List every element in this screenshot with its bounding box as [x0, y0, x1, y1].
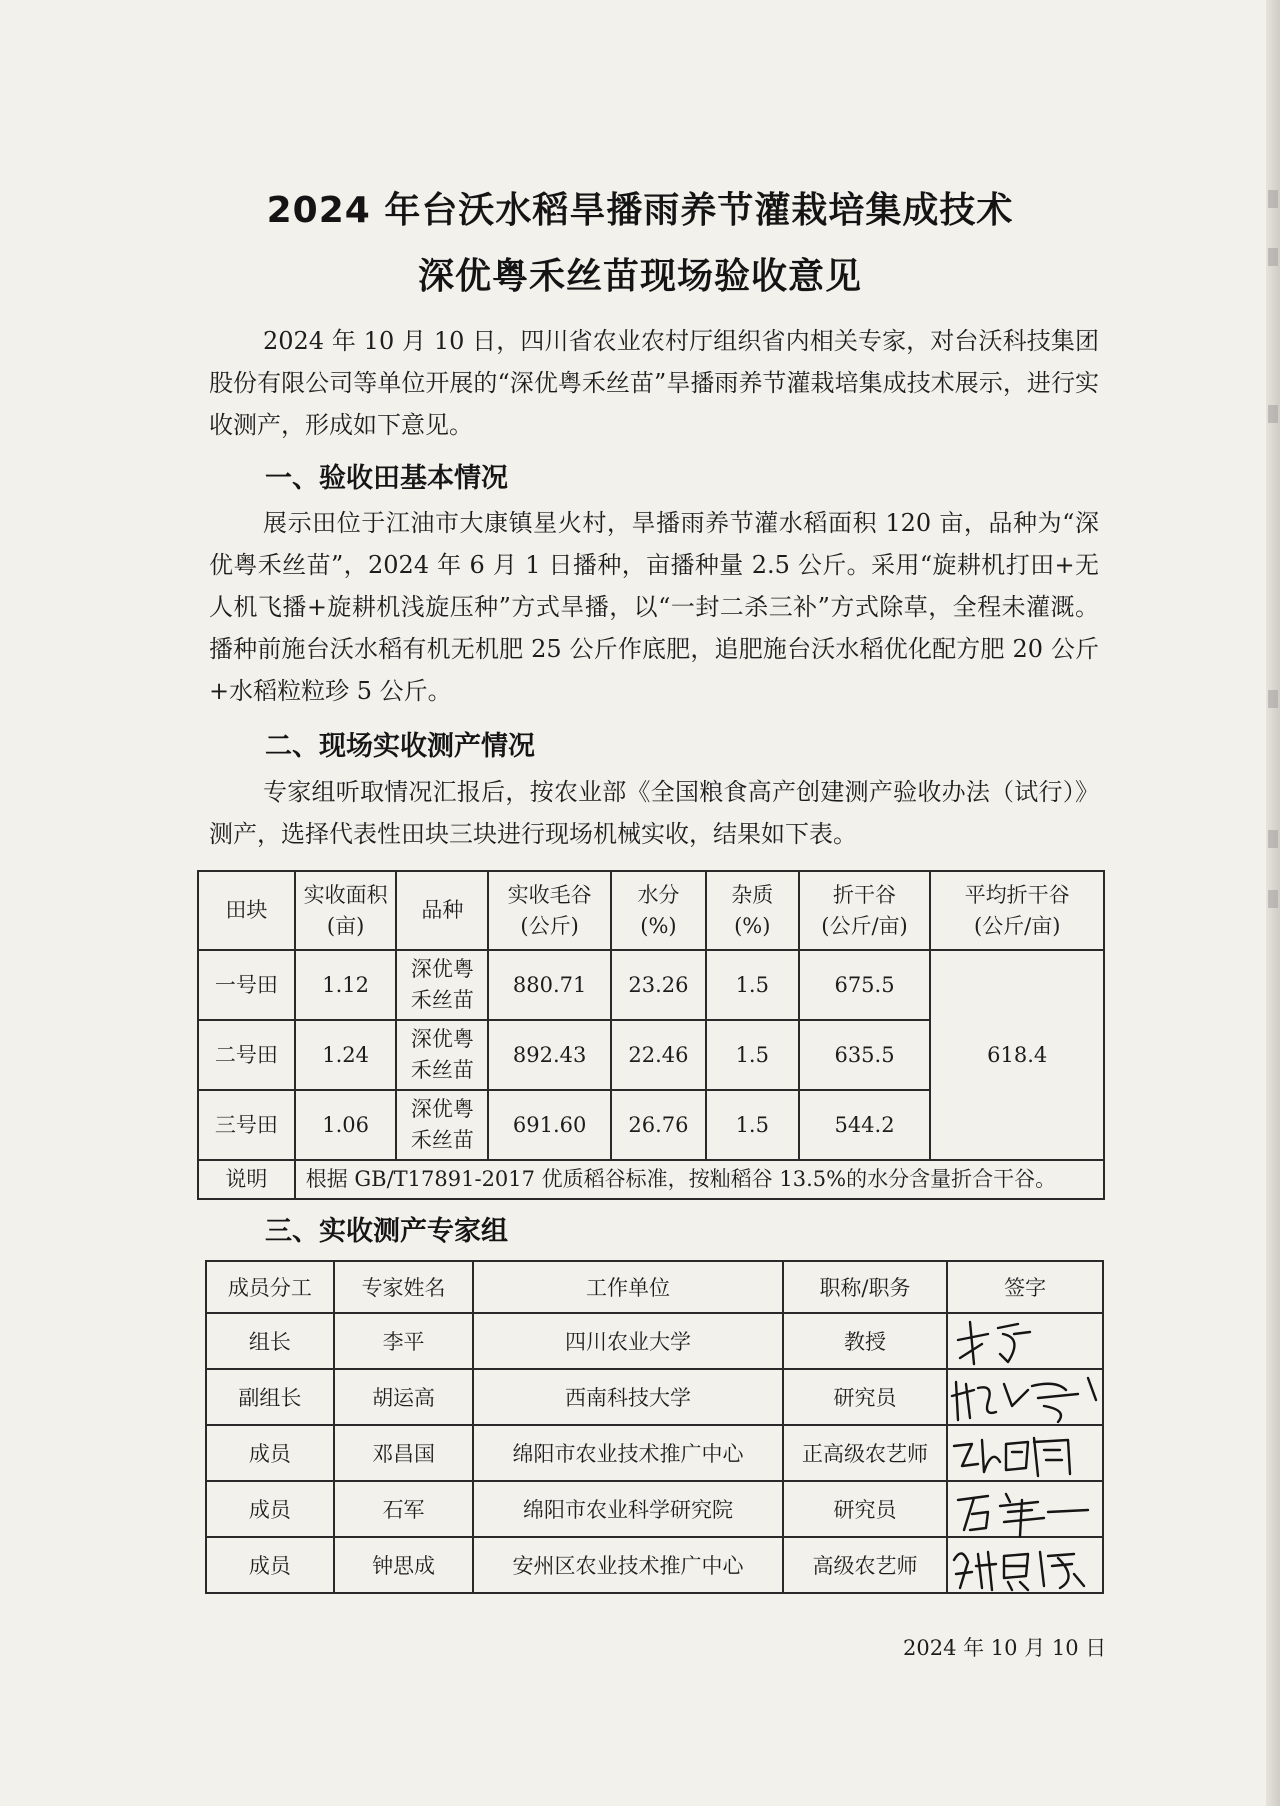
cell-variety — [396, 950, 488, 1020]
bleed-mark — [1268, 405, 1278, 423]
cell-gross: 691.60 — [488, 1090, 611, 1160]
yield-table — [197, 870, 1105, 1200]
col-signature: 签字 — [947, 1261, 1103, 1313]
cell-moisture: 22.46 — [611, 1020, 706, 1090]
cell-moisture: 26.76 — [611, 1090, 706, 1160]
cell-signature — [947, 1537, 1103, 1593]
signature-image — [948, 1426, 1104, 1482]
col-area — [295, 871, 397, 950]
table-row — [198, 950, 1104, 1020]
bleed-mark — [1268, 830, 1278, 848]
bleed-mark — [1268, 690, 1278, 708]
cell-signature — [947, 1425, 1103, 1481]
section1-heading: 一、验收田基本情况 — [265, 463, 508, 494]
note-label: 说明 — [198, 1160, 295, 1199]
section2-heading: 二、现场实收测产情况 — [265, 731, 535, 762]
col-impurity — [706, 871, 799, 950]
cell-area: 1.06 — [295, 1090, 397, 1160]
col-gross — [488, 871, 611, 950]
doc-title-line2: 深优粤禾丝苗现场验收意见 — [417, 256, 862, 297]
bleed-mark — [1268, 890, 1278, 908]
cell-moisture: 23.26 — [611, 950, 706, 1020]
col-dry — [799, 871, 931, 950]
cell-name: 李平 — [334, 1313, 474, 1369]
intro-paragraph: 2024 年 10 月 10 日，四川省农业农村厅组织省内相关专家，对台沃科技集团股份有限公司等单位开展的“深优粤禾丝苗”旱播雨养节灌栽培集成技术展示，进行实收测产，形成如下意见。 — [209, 327, 1099, 439]
signature-image — [948, 1538, 1104, 1594]
col-area-unit: (亩) — [326, 913, 365, 938]
cell-signature — [947, 1369, 1103, 1425]
col-dry-label: 折干谷 — [833, 882, 897, 907]
expert-table — [205, 1260, 1104, 1594]
expert-table-header — [206, 1261, 1103, 1313]
table-row — [206, 1313, 1103, 1369]
yield-table-header — [198, 871, 1104, 950]
cell-unit: 绵阳市农业科学研究院 — [473, 1481, 782, 1537]
col-average-unit: (公斤/亩) — [973, 913, 1061, 938]
cell-gross: 892.43 — [488, 1020, 611, 1090]
cell-dry: 544.2 — [799, 1090, 931, 1160]
cell-variety-line2: 禾丝苗 — [410, 1128, 474, 1152]
cell-impurity: 1.5 — [706, 1090, 799, 1160]
col-area-label: 实收面积 — [303, 882, 388, 907]
col-average-label: 平均折干谷 — [964, 882, 1070, 907]
cell-role: 成员 — [206, 1425, 334, 1481]
cell-field: 一号田 — [198, 950, 295, 1020]
col-gross-label: 实收毛谷 — [507, 882, 592, 907]
cell-impurity: 1.5 — [706, 1020, 799, 1090]
col-role: 成员分工 — [206, 1261, 334, 1313]
col-unit: 工作单位 — [473, 1261, 782, 1313]
cell-name: 石军 — [334, 1481, 474, 1537]
cell-dry: 675.5 — [799, 950, 931, 1020]
cell-name: 邓昌国 — [334, 1425, 474, 1481]
section3-heading: 三、实收测产专家组 — [265, 1216, 508, 1247]
table-row — [206, 1425, 1103, 1481]
cell-title: 高级农艺师 — [783, 1537, 948, 1593]
cell-role: 成员 — [206, 1481, 334, 1537]
cell-role: 成员 — [206, 1537, 334, 1593]
document-date: 2024 年 10 月 10 日 — [903, 1636, 1107, 1660]
table-row — [206, 1481, 1103, 1537]
col-name: 专家姓名 — [334, 1261, 474, 1313]
col-variety: 品种 — [396, 871, 488, 950]
cell-role: 副组长 — [206, 1369, 334, 1425]
cell-field: 三号田 — [198, 1090, 295, 1160]
col-moisture-label: 水分 — [637, 882, 680, 907]
cell-title: 研究员 — [783, 1369, 948, 1425]
cell-unit: 四川农业大学 — [473, 1313, 782, 1369]
cell-variety-line1: 深优粤 — [410, 1027, 474, 1051]
cell-title: 正高级农艺师 — [783, 1425, 948, 1481]
col-dry-unit: (公斤/亩) — [821, 913, 908, 938]
col-impurity-unit: (%) — [734, 913, 771, 938]
cell-variety — [396, 1090, 488, 1160]
cell-field: 二号田 — [198, 1020, 295, 1090]
cell-unit: 绵阳市农业技术推广中心 — [473, 1425, 782, 1481]
col-field: 田块 — [198, 871, 295, 950]
cell-average: 618.4 — [930, 950, 1104, 1160]
table-row — [206, 1537, 1103, 1593]
signature-image — [948, 1314, 1104, 1370]
cell-title: 研究员 — [783, 1481, 948, 1537]
cell-gross: 880.71 — [488, 950, 611, 1020]
cell-variety-line2: 禾丝苗 — [410, 988, 474, 1012]
cell-variety-line1: 深优粤 — [410, 957, 474, 981]
col-moisture-unit: (%) — [640, 913, 677, 938]
cell-variety-line2: 禾丝苗 — [410, 1058, 474, 1082]
section2-text: 专家组听取情况汇报后，按农业部《全国粮食高产创建测产验收办法（试行）》测产，选择代表性田块三块进行现场机械实收，结果如下表。 — [209, 778, 1099, 848]
cell-signature — [947, 1313, 1103, 1369]
cell-area: 1.24 — [295, 1020, 397, 1090]
section1-text: 展示田位于江油市大康镇星火村，旱播雨养节灌水稻面积 120 亩，品种为“深优粤禾丝苗”，2024 年 6 月 1 日播种，亩播种量 2.5 公斤。采用“旋耕机打田+无人机飞播+旋耕机浅旋压种”方式旱播，以“一封二杀三补”方式除草，全程未灌溉。播种前施台沃水稻有机无机肥 25 公斤作底肥，追肥施台沃水稻优化配方肥 20 公斤+水稻粒粒珍 5 公斤。 — [209, 509, 1099, 705]
signature-image — [948, 1370, 1104, 1426]
col-average — [930, 871, 1104, 950]
col-impurity-label: 杂质 — [731, 882, 774, 907]
doc-title-line1: 2024 年台沃水稻旱播雨养节灌栽培集成技术 — [266, 190, 1014, 231]
cell-impurity: 1.5 — [706, 950, 799, 1020]
cell-dry: 635.5 — [799, 1020, 931, 1090]
note-text: 根据 GB/T17891-2017 优质稻谷标准，按籼稻谷 13.5%的水分含量折合干谷。 — [295, 1160, 1104, 1199]
cell-name: 钟思成 — [334, 1537, 474, 1593]
cell-variety — [396, 1020, 488, 1090]
note-row — [198, 1160, 1104, 1199]
cell-signature — [947, 1481, 1103, 1537]
col-moisture — [611, 871, 706, 950]
cell-variety-line1: 深优粤 — [410, 1097, 474, 1121]
table-row — [206, 1369, 1103, 1425]
cell-role: 组长 — [206, 1313, 334, 1369]
col-title: 职称/职务 — [783, 1261, 948, 1313]
cell-name: 胡运高 — [334, 1369, 474, 1425]
cell-area: 1.12 — [295, 950, 397, 1020]
signature-image — [948, 1482, 1104, 1538]
cell-unit: 西南科技大学 — [473, 1369, 782, 1425]
cell-unit: 安州区农业技术推广中心 — [473, 1537, 782, 1593]
cell-title: 教授 — [783, 1313, 948, 1369]
col-gross-unit: (公斤) — [520, 913, 579, 938]
